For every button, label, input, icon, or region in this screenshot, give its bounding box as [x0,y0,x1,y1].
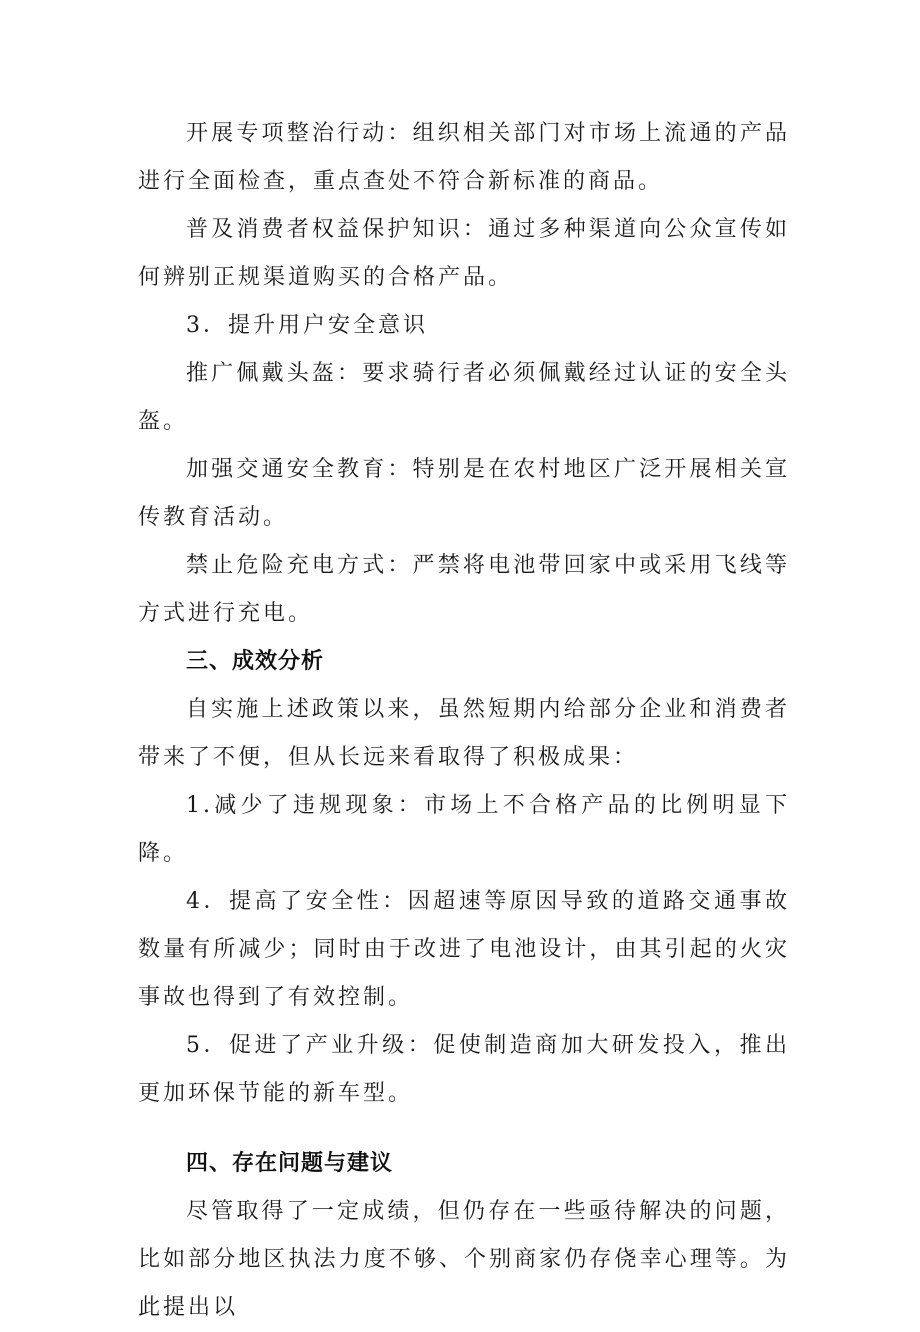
paragraph-special-rectification: 开展专项整治行动：组织相关部门对市场上流通的产品进行全面检查，重点查处不符合新标准的商品。 [138,121,790,194]
paragraph-industry-upgrade: 5．促进了产业升级：促使制造商加大研发投入，推出更加环保节能的新车型。 [138,1033,790,1106]
paragraph-problems-intro: 尽管取得了一定成绩，但仍存在一些亟待解决的问题，比如部分地区执法力度不够、个别商家仍存侥幸心理等。为此提出以 [138,1199,790,1320]
section-heading-problems-suggestions: 四、存在问题与建议 [186,1151,394,1176]
paragraph-reduced-violations: 1.减少了违规现象：市场上不合格产品的比例明显下降。 [138,793,790,866]
paragraph-improved-safety: 4．提高了安全性：因超速等原因导致的道路交通事故数量有所减少；同时由于改进了电池设计，由其引起的火灾事故也得到了有效控制。 [138,889,790,1010]
subheading-user-safety-awareness: 3．提升用户安全意识 [186,313,428,338]
paragraph-effect-intro: 自实施上述政策以来，虽然短期内给部分企业和消费者带来了不便，但从长远来看取得了积极成果： [138,697,790,770]
paragraph-helmet-promotion: 推广佩戴头盔：要求骑行者必须佩戴经过认证的安全头盔。 [138,361,790,434]
document-body [138,110,790,1332]
paragraph-consumer-rights: 普及消费者权益保护知识：通过多种渠道向公众宣传如何辨别正规渠道购买的合格产品。 [138,217,790,290]
section-heading-effect-analysis: 三、成效分析 [186,649,325,674]
paragraph-charging-ban: 禁止危险充电方式：严禁将电池带回家中或采用飞线等方式进行充电。 [138,553,790,626]
paragraph-traffic-education: 加强交通安全教育：特别是在农村地区广泛开展相关宣传教育活动。 [138,457,790,530]
